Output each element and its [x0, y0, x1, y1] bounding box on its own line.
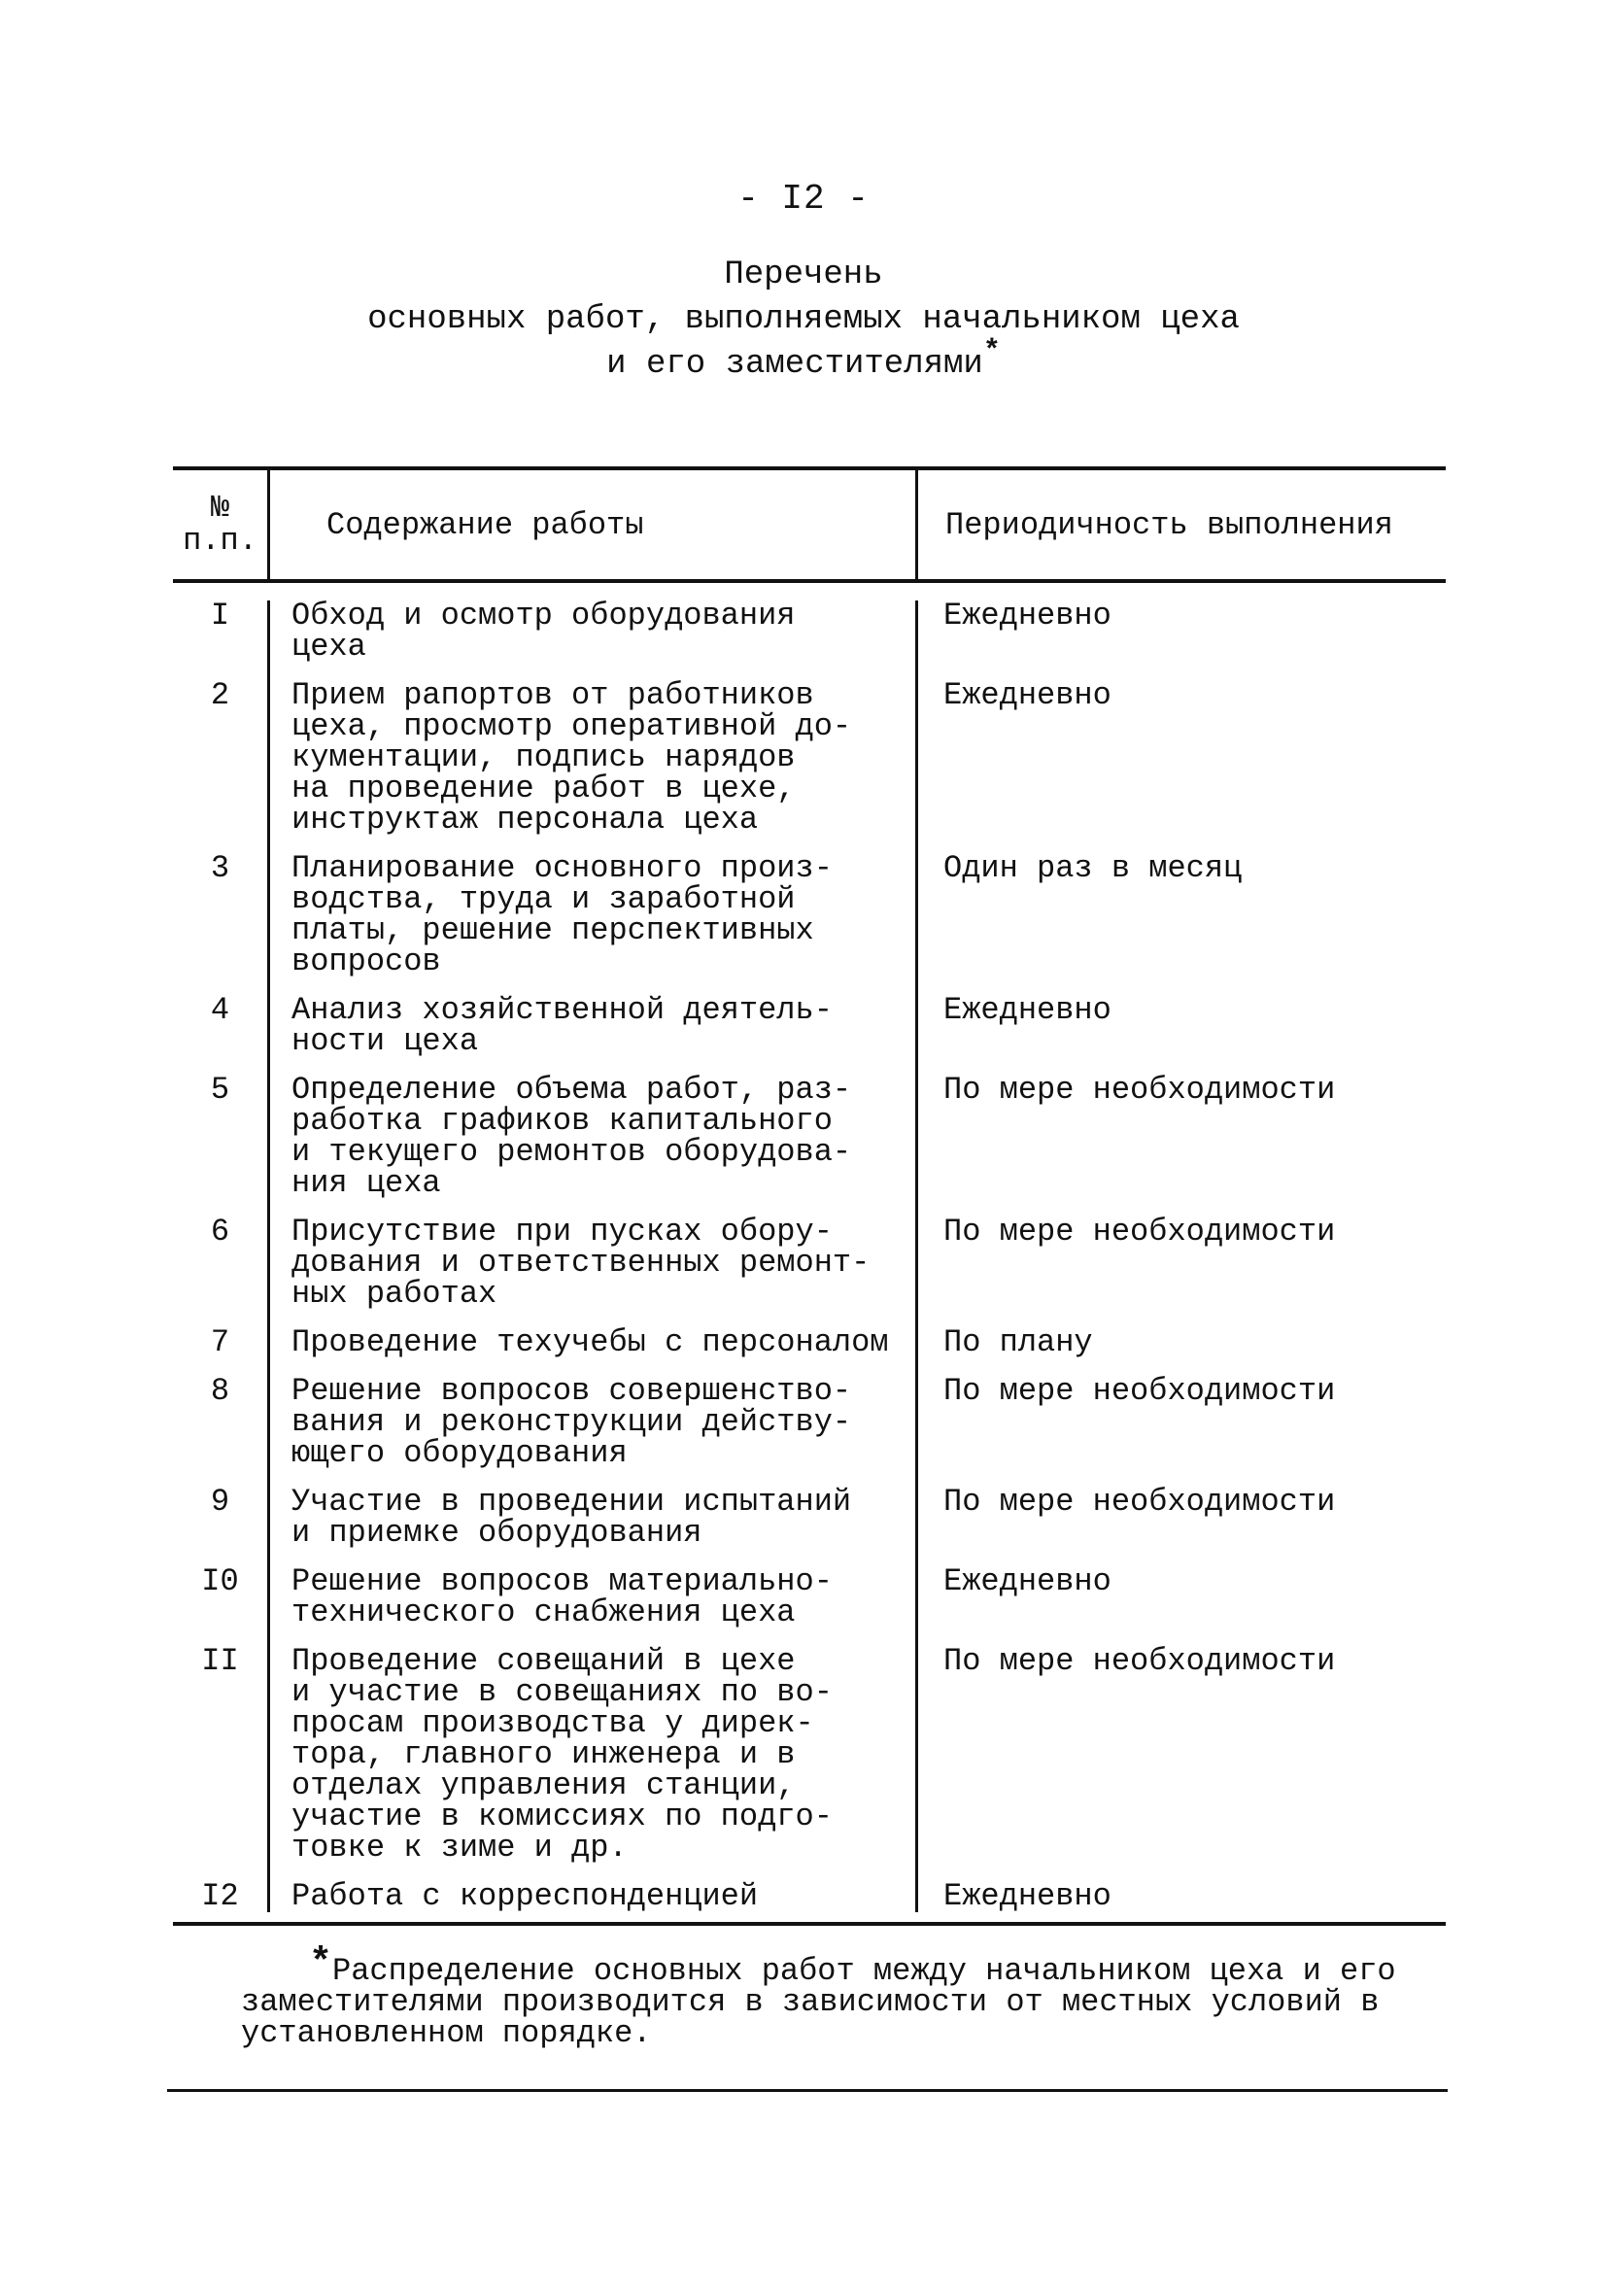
title-line-3: [0, 335, 1607, 388]
row-period: Ежедневно: [943, 677, 1111, 713]
title-line-1: Перечень: [724, 257, 883, 293]
row-content: Решение вопросов материально- технического снабжения цеха: [270, 1566, 918, 1646]
footnote-line-1: Распределение основных работ между начальником цеха и его: [332, 1953, 1396, 1989]
row-content: Проведение совещаний в цехе и участие в совещаниях по во- просам производства у дирек- тора, главного инженера и в отделах управления станции, участие в комиссиях по подго- товке к зиме и др.: [270, 1646, 918, 1881]
header-content: Содержание работы: [270, 470, 918, 579]
row-content: Проведение техучебы с персоналом: [270, 1327, 918, 1376]
row-period: Ежедневно: [943, 992, 1111, 1028]
row-period: По мере необходимости: [943, 1643, 1336, 1679]
row-content: Работа с корреспонденцией: [270, 1881, 918, 1912]
row-period: По мере необходимости: [943, 1373, 1336, 1409]
document-title: [0, 253, 1607, 388]
row-period: Ежедневно: [943, 1563, 1111, 1599]
row-period: По мере необходимости: [943, 1214, 1336, 1250]
row-number: I2: [173, 1881, 270, 1912]
header-number-abbr: п.п.: [183, 523, 257, 559]
page-number: - I2 -: [737, 179, 870, 219]
row-content: Анализ хозяйственной деятель- ности цеха: [270, 995, 918, 1075]
row-content: Планирование основного произ- водства, труда и заработной платы, решение перспективных вопросов: [270, 853, 918, 995]
row-period: Ежедневно: [943, 1878, 1111, 1914]
table-body: [173, 583, 1446, 1922]
footnote-reference-mark: *: [982, 335, 1001, 368]
footnote: [241, 1942, 1446, 2051]
row-number: 5: [173, 1075, 270, 1217]
header-number: [173, 470, 270, 579]
row-number: 9: [173, 1487, 270, 1566]
row-period: По плану: [943, 1324, 1093, 1360]
title-line-2: основных работ, выполняемых начальником цеха: [367, 301, 1240, 338]
row-number: 4: [173, 995, 270, 1075]
row-period: Один раз в месяц: [943, 850, 1243, 886]
row-content: Обход и осмотр оборудования цеха: [270, 600, 918, 680]
row-number: 2: [173, 680, 270, 853]
works-table: [173, 466, 1446, 1926]
row-number: I0: [173, 1566, 270, 1646]
title-line-3-text: и его заместителями: [606, 346, 983, 383]
row-period: По мере необходимости: [943, 1484, 1336, 1520]
table-header-row: [173, 470, 1446, 579]
row-number: 3: [173, 853, 270, 995]
footnote-line-3: установленном порядке.: [241, 2015, 652, 2051]
row-number: 8: [173, 1376, 270, 1487]
row-content: Участие в проведении испытаний и приемке оборудования: [270, 1487, 918, 1566]
table-bottom-rule: [173, 1922, 1446, 1926]
row-content: Определение объема работ, раз- работка графиков капитального и текущего ремонтов оборудова- ния цеха: [270, 1075, 918, 1217]
row-period: Ежедневно: [943, 598, 1111, 634]
row-number: II: [173, 1646, 270, 1881]
footnote-mark: *: [309, 1942, 333, 1986]
row-content: Решение вопросов совершенство- вания и реконструкции действу- ющего оборудования: [270, 1376, 918, 1487]
row-content: Прием рапортов от работников цеха, просмотр оперативной до- кументации, подпись нарядов на проведение работ в цехе, инструктаж персонала цеха: [270, 680, 918, 853]
header-number-symbol: №: [210, 490, 230, 526]
row-content: Присутствие при пусках обору- дования и ответственных ремонт- ных работах: [270, 1217, 918, 1327]
footnote-bottom-rule: [167, 2089, 1448, 2092]
header-period: Периодичность выполнения: [945, 506, 1393, 543]
row-number: 7: [173, 1327, 270, 1376]
footnote-line-2: заместителями производится в зависимости от местных условий в: [241, 1984, 1380, 2020]
row-number: I: [173, 600, 270, 680]
row-number: 6: [173, 1217, 270, 1327]
row-period: По мере необходимости: [943, 1072, 1336, 1108]
